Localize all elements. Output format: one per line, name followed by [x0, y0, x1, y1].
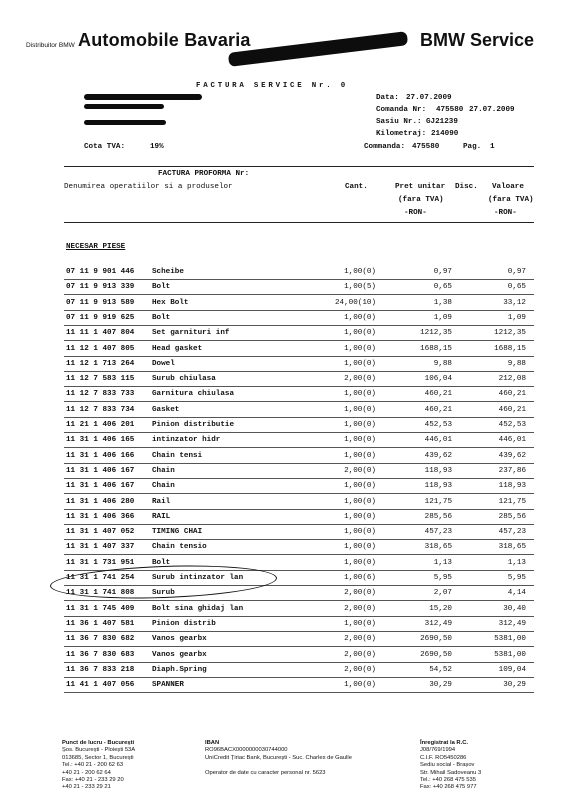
- item-unit-price: 106,04: [424, 375, 452, 384]
- item-unit-price: 9,88: [433, 359, 452, 368]
- item-unit-price: 30,29: [429, 681, 452, 690]
- header-rule-bottom: [64, 222, 534, 223]
- order2-value: 475580: [412, 143, 440, 151]
- item-description: intinzator hidr: [152, 436, 221, 445]
- row-separator: [64, 432, 534, 433]
- item-code: 11 31 1 407 052: [66, 528, 135, 537]
- item-quantity: 1,00(0): [344, 512, 376, 521]
- item-description: Set garnituri inf: [152, 329, 230, 338]
- footer-line: Operator de date cu caracter personal nr. 5623: [205, 769, 326, 776]
- item-code: 11 12 1 407 805: [66, 344, 135, 353]
- row-separator: [64, 600, 534, 601]
- item-unit-price: 318,65: [424, 543, 452, 552]
- row-separator: [64, 646, 534, 647]
- item-unit-price: 452,53: [424, 421, 452, 429]
- footer-line: Tel.: +40 21 - 200 62 63: [62, 762, 124, 769]
- footer-office: [62, 740, 135, 792]
- item-description: Vanos gearbx: [152, 635, 207, 644]
- item-description: Bolt: [152, 283, 171, 292]
- item-quantity: 2,00(0): [344, 466, 376, 475]
- distributor-label: Distribuitor BMW: [26, 42, 75, 49]
- date-value: 27.07.2009: [406, 94, 452, 102]
- redaction-scribble: [84, 104, 164, 109]
- item-value: 446,01: [498, 436, 526, 445]
- item-code: 07 11 9 913 589: [66, 298, 135, 307]
- item-code: 11 21 1 406 201: [66, 421, 135, 429]
- footer-line: +40 21 - 200 62 64: [62, 769, 111, 776]
- page-label: Pag.: [463, 143, 482, 151]
- item-quantity: 1,00(0): [344, 405, 376, 414]
- item-quantity: 24,00(10): [334, 298, 376, 307]
- row-separator: [64, 616, 534, 617]
- item-value: 452,53: [498, 421, 526, 429]
- item-description: Chain: [152, 482, 175, 491]
- item-value: 1212,35: [494, 329, 526, 338]
- row-separator: [64, 310, 534, 311]
- item-code: 11 31 1 406 167: [66, 482, 135, 491]
- item-quantity: 2,00(0): [344, 650, 376, 659]
- item-quantity: 1,00(0): [344, 421, 376, 429]
- item-code: 11 36 7 833 218: [66, 665, 135, 674]
- date-label: Data:: [376, 94, 399, 102]
- footer-line: UniCredit Țiriac Bank, București - Suc. Charles de Gaulle: [205, 754, 352, 761]
- redaction-scribble: [228, 31, 408, 67]
- item-description: Surub: [152, 589, 175, 598]
- order-date: 27.07.2009: [469, 106, 515, 114]
- row-separator: [64, 463, 534, 464]
- item-unit-price: 446,01: [424, 436, 452, 445]
- row-separator: [64, 524, 534, 525]
- item-quantity: 1,00(0): [344, 681, 376, 690]
- item-description: Surub chiulasa: [152, 375, 216, 384]
- col-unit-price-currency: -RON-: [404, 209, 427, 217]
- row-separator: [64, 279, 534, 280]
- item-code: 11 31 1 407 337: [66, 543, 135, 552]
- item-code: 11 12 7 583 115: [66, 375, 135, 384]
- item-description: Hex Bolt: [152, 298, 189, 307]
- footer-line: Înregistrat la R.C.: [420, 740, 468, 746]
- item-code: 11 31 1 741 254: [66, 574, 135, 582]
- item-code: 11 36 7 830 683: [66, 650, 135, 659]
- item-unit-price: 457,23: [424, 528, 452, 537]
- item-value: 33,12: [503, 298, 526, 307]
- row-separator: [64, 478, 534, 479]
- footer-line: +40 21 - 233 29 21: [62, 784, 111, 791]
- item-unit-price: 0,97: [433, 268, 452, 276]
- item-description: Chain tensi: [152, 451, 203, 460]
- item-code: 11 12 7 833 734: [66, 405, 135, 414]
- item-quantity: 1,00(6): [344, 574, 376, 582]
- row-separator: [64, 325, 534, 326]
- item-unit-price: 285,56: [424, 512, 452, 521]
- row-separator: [64, 356, 534, 357]
- item-value: 460,21: [498, 405, 526, 414]
- item-description: Vanos gearbx: [152, 650, 207, 659]
- item-quantity: 1,00(5): [344, 283, 376, 292]
- row-separator: [64, 662, 534, 663]
- item-quantity: 1,00(0): [344, 329, 376, 338]
- row-separator: [64, 539, 534, 540]
- invoice-title: FACTURA SERVICE Nr. 0: [196, 82, 348, 90]
- row-separator: [64, 401, 534, 402]
- item-quantity: 1,00(0): [344, 390, 376, 399]
- item-value: 312,49: [498, 619, 526, 628]
- item-value: 285,56: [498, 512, 526, 521]
- col-discount: Disc.: [455, 183, 478, 191]
- row-separator: [64, 294, 534, 295]
- item-unit-price: 2,07: [433, 589, 452, 598]
- item-code: 11 31 1 741 808: [66, 589, 135, 598]
- item-description: Dowel: [152, 359, 175, 368]
- item-quantity: 1,00(0): [344, 482, 376, 491]
- footer-line: IBAN: [205, 740, 220, 746]
- item-value: 5381,00: [494, 635, 526, 644]
- item-value: 0,65: [507, 283, 526, 292]
- item-code: 07 11 9 901 446: [66, 268, 135, 276]
- order-value: 475580: [436, 106, 464, 114]
- item-description: Rail: [152, 497, 171, 506]
- chassis-label: Sasiu Nr.:: [376, 118, 422, 126]
- item-quantity: 1,00(0): [344, 344, 376, 353]
- item-quantity: 2,00(0): [344, 375, 376, 384]
- footer-bank: [205, 740, 352, 777]
- row-separator: [64, 631, 534, 632]
- page-number: 1: [490, 143, 495, 151]
- row-separator: [64, 447, 534, 448]
- item-description: Bolt: [152, 313, 171, 322]
- footer-line: Fax: +40 21 - 233 29 20: [62, 777, 124, 784]
- item-unit-price: 54,52: [429, 665, 452, 674]
- col-value: Valoare: [492, 183, 524, 191]
- item-unit-price: 1688,15: [420, 344, 452, 353]
- item-description: Pinion distrib: [152, 619, 216, 628]
- item-unit-price: 15,20: [429, 604, 452, 613]
- item-code: 11 31 1 406 167: [66, 466, 135, 475]
- item-value: 460,21: [498, 390, 526, 399]
- item-description: Diaph.Spring: [152, 665, 207, 674]
- chassis-value: GJ21239: [426, 118, 458, 126]
- item-value: 212,08: [498, 375, 526, 384]
- item-value: 109,04: [498, 665, 526, 674]
- mileage-label: Kilometraj:: [376, 130, 427, 138]
- col-description: Denumirea operatiilor si a produselor: [64, 183, 233, 191]
- item-code: 11 31 1 406 280: [66, 497, 135, 506]
- item-unit-price: 312,49: [424, 619, 452, 628]
- order2-label: Commanda:: [364, 143, 406, 151]
- item-unit-price: 2690,50: [420, 635, 452, 644]
- item-value: 5381,00: [494, 650, 526, 659]
- item-value: 457,23: [498, 528, 526, 537]
- item-unit-price: 0,65: [433, 283, 452, 292]
- redaction-scribble: [84, 94, 202, 100]
- item-quantity: 1,00(0): [344, 528, 376, 537]
- row-separator: [64, 692, 534, 693]
- item-quantity: 1,00(0): [344, 497, 376, 506]
- vat-rate-value: 19%: [150, 143, 164, 151]
- item-unit-price: 118,93: [424, 482, 452, 491]
- item-quantity: 1,00(0): [344, 451, 376, 460]
- item-unit-price: 1,38: [433, 298, 452, 307]
- item-value: 439,62: [498, 451, 526, 460]
- item-code: 11 31 1 745 409: [66, 604, 135, 613]
- item-description: Head gasket: [152, 344, 203, 353]
- item-description: Bolt: [152, 558, 171, 567]
- item-value: 237,86: [498, 466, 526, 475]
- item-unit-price: 5,95: [433, 574, 452, 582]
- item-quantity: 1,00(0): [344, 313, 376, 322]
- proforma-label: FACTURA PROFORMA Nr:: [158, 170, 250, 178]
- item-unit-price: 1212,35: [420, 329, 452, 338]
- row-separator: [64, 493, 534, 494]
- item-code: 11 41 1 407 056: [66, 681, 135, 690]
- footer-line: Str. Mihail Sadoveanu 3: [420, 769, 482, 776]
- item-code: 11 12 7 833 733: [66, 390, 135, 399]
- item-value: 1688,15: [494, 344, 526, 353]
- item-quantity: 1,00(0): [344, 619, 376, 628]
- item-code: 11 36 7 830 682: [66, 635, 135, 644]
- item-value: 118,93: [498, 482, 526, 491]
- item-code: 11 11 1 407 804: [66, 329, 135, 338]
- item-code: 11 31 1 731 951: [66, 558, 135, 567]
- item-value: 30,40: [503, 604, 526, 613]
- item-description: Pinion distributie: [152, 421, 235, 429]
- item-quantity: 2,00(0): [344, 589, 376, 598]
- row-separator: [64, 417, 534, 418]
- item-quantity: 1,00(0): [344, 359, 376, 368]
- vat-rate-label: Cota TVA:: [84, 143, 126, 151]
- footer-line: C.I.F. RO5450286: [420, 754, 467, 761]
- item-description: TIMING CHAI: [152, 528, 203, 537]
- brand-name: Automobile Bavaria: [78, 30, 251, 50]
- col-unit-price: Pret unitar: [395, 183, 446, 191]
- col-value-sub: (fara TVA): [488, 196, 534, 204]
- footer-line: Sediu social - Brașov: [420, 762, 475, 769]
- item-description: Scheibe: [152, 268, 184, 276]
- row-separator: [64, 340, 534, 341]
- item-description: SPANNER: [152, 681, 184, 690]
- item-quantity: 1,00(0): [344, 558, 376, 567]
- item-code: 07 11 9 919 625: [66, 313, 135, 322]
- order-label: Comanda Nr:: [376, 106, 427, 114]
- item-value: 4,14: [507, 589, 526, 598]
- item-description: Chain tensio: [152, 543, 207, 552]
- col-unit-price-sub: (fara TVA): [398, 196, 444, 204]
- service-brand: BMW Service: [420, 30, 535, 50]
- footer-line: Tel.: +40 268 475 535: [420, 777, 476, 784]
- item-value: 121,75: [498, 497, 526, 506]
- item-quantity: 2,00(0): [344, 635, 376, 644]
- item-value: 9,88: [507, 359, 526, 368]
- section-label: NECESAR PIESE: [66, 243, 126, 251]
- item-description: Garnitura chiulasa: [152, 390, 235, 399]
- footer-line: 013685, Sector 1, București: [62, 754, 134, 761]
- footer-line: J08/769/1994: [420, 747, 456, 754]
- item-value: 0,97: [507, 268, 526, 276]
- item-code: 11 31 1 406 165: [66, 436, 135, 445]
- item-code: 11 31 1 406 366: [66, 512, 135, 521]
- footer-registration: [420, 740, 481, 792]
- row-separator: [64, 371, 534, 372]
- item-description: Bolt sina ghidaj lan: [152, 604, 244, 613]
- row-separator: [64, 386, 534, 387]
- item-unit-price: 1,13: [433, 558, 452, 567]
- col-value-currency: -RON-: [494, 209, 517, 217]
- item-description: Surub intinzator lan: [152, 574, 244, 582]
- item-unit-price: 460,21: [424, 390, 452, 399]
- item-quantity: 2,00(0): [344, 604, 376, 613]
- mileage-value: 214090: [431, 130, 459, 138]
- item-value: 30,29: [503, 681, 526, 690]
- item-value: 5,95: [507, 574, 526, 582]
- redaction-scribble: [84, 120, 166, 125]
- item-unit-price: 439,62: [424, 451, 452, 460]
- item-value: 1,13: [507, 558, 526, 567]
- footer-line: [205, 762, 352, 769]
- row-separator: [64, 677, 534, 678]
- item-unit-price: 1,09: [433, 313, 452, 322]
- item-code: 11 36 1 407 581: [66, 619, 135, 628]
- item-description: RAIL: [152, 512, 171, 521]
- item-unit-price: 118,93: [424, 466, 452, 475]
- item-quantity: 2,00(0): [344, 665, 376, 674]
- item-code: 07 11 9 913 339: [66, 283, 135, 292]
- item-quantity: 1,00(0): [344, 268, 376, 276]
- item-unit-price: 460,21: [424, 405, 452, 414]
- footer-line: Punct de lucru - București: [62, 740, 135, 746]
- row-separator: [64, 509, 534, 510]
- footer-line: Șos. București - Ploiești 53A: [62, 747, 136, 754]
- item-unit-price: 121,75: [424, 497, 452, 506]
- item-value: 1,09: [507, 313, 526, 322]
- item-value: 318,65: [498, 543, 526, 552]
- item-code: 11 12 1 713 264: [66, 359, 135, 368]
- item-description: Chain: [152, 466, 175, 475]
- item-quantity: 1,00(0): [344, 543, 376, 552]
- footer-line: RO96BACX0000000030744000: [205, 747, 288, 754]
- item-code: 11 31 1 406 166: [66, 451, 135, 460]
- item-quantity: 1,00(0): [344, 436, 376, 445]
- item-description: Gasket: [152, 405, 180, 414]
- col-quantity: Cant.: [345, 183, 368, 191]
- header-rule: [64, 166, 534, 167]
- footer-line: Fax: +40 268 475 977: [420, 784, 477, 791]
- item-unit-price: 2690,50: [420, 650, 452, 659]
- row-separator: [64, 554, 534, 555]
